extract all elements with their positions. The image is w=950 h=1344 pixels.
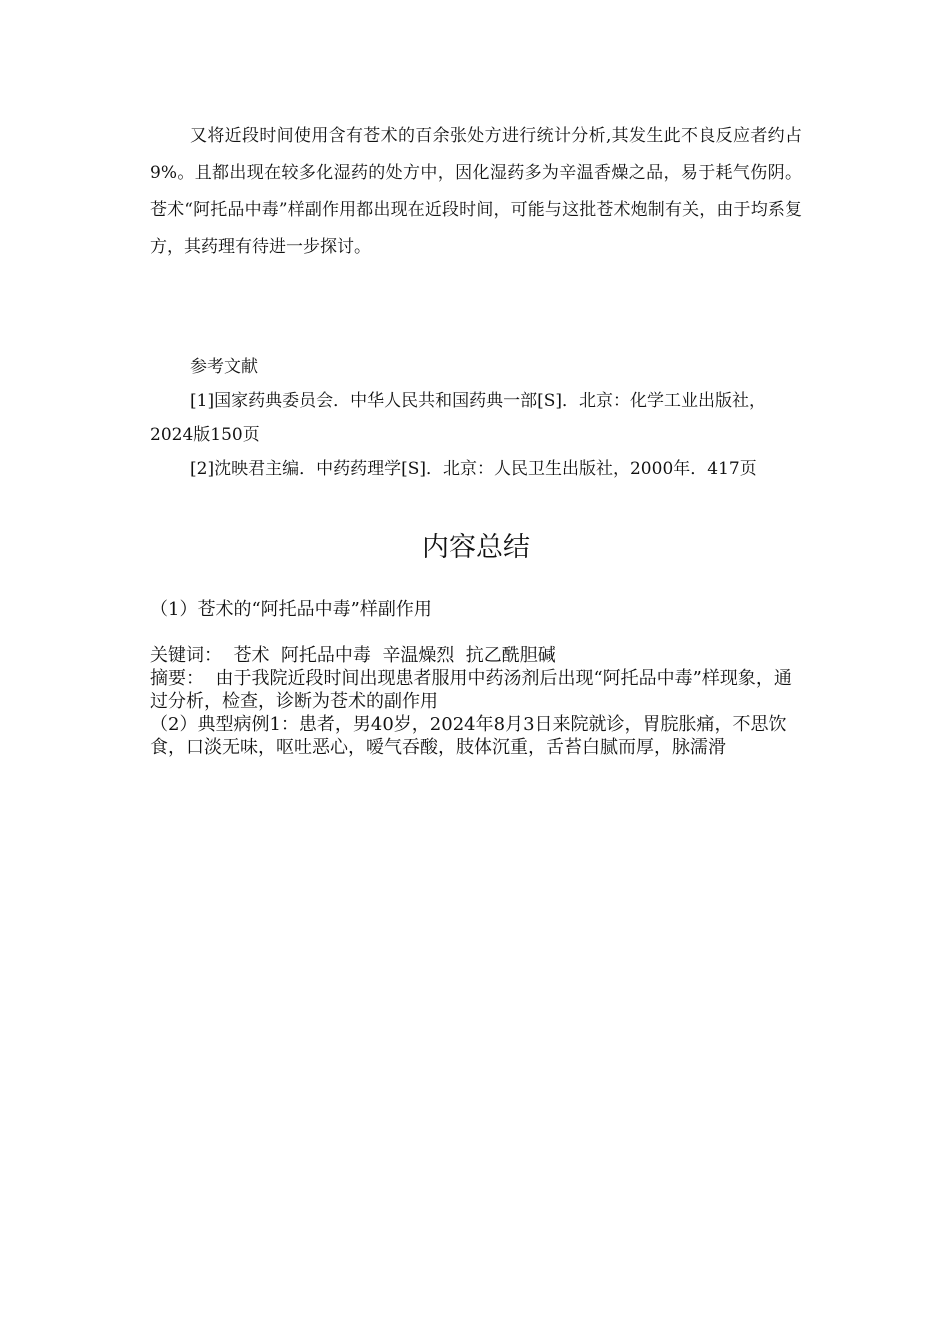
body-paragraph: 又将近段时间使用含有苍术的百余张处方进行统计分析,其发生此不良反应者约占9%。且都出现在较多化湿药的处方中，因化湿药多为辛温香燥之品，易于耗气伤阴。苍术“阿托品中毒”样副作用都出现在近段时间，可能与这批苍术炮制有关，由于均系复方，其药理有待进一步探讨。 — [150, 126, 802, 257]
summary-point-1: （1）苍术的“阿托品中毒”样副作用 — [150, 599, 432, 620]
keywords-line — [150, 644, 802, 667]
reference-item-1: [1]国家药典委员会．中华人民共和国药典一部[S]．北京：化学工业出版社，2024版150页 — [150, 391, 766, 445]
document-page — [150, 118, 802, 759]
keywords-text: 苍术 阿托品中毒 辛温燥烈 抗乙酰胆碱 — [233, 645, 556, 666]
summary-point-2: （2）典型病例1：患者，男40岁，2024年8月3日来院就诊，胃脘胀痛，不思饮食，口淡无味，呕吐恶心，嗳气吞酸，肢体沉重，舌苔白腻而厚，脉濡滑 — [150, 714, 787, 758]
references-section — [150, 350, 802, 486]
summary-details — [150, 644, 802, 759]
references-heading: 参考文献 — [190, 357, 258, 377]
abstract-line — [150, 667, 802, 713]
keywords-label: 关键词： — [150, 645, 222, 666]
reference-item-2: [2]沈映君主编．中药药理学[S]．北京：人民卫生出版社，2000年．417页 — [190, 459, 757, 479]
abstract-text: 由于我院近段时间出现患者服用中药汤剂后出现“阿托品中毒”样现象，通过分析，检查，诊断为苍术的副作用 — [150, 668, 792, 712]
summary-title: 内容总结 — [422, 532, 530, 563]
abstract-label: 摘要： — [150, 668, 204, 689]
